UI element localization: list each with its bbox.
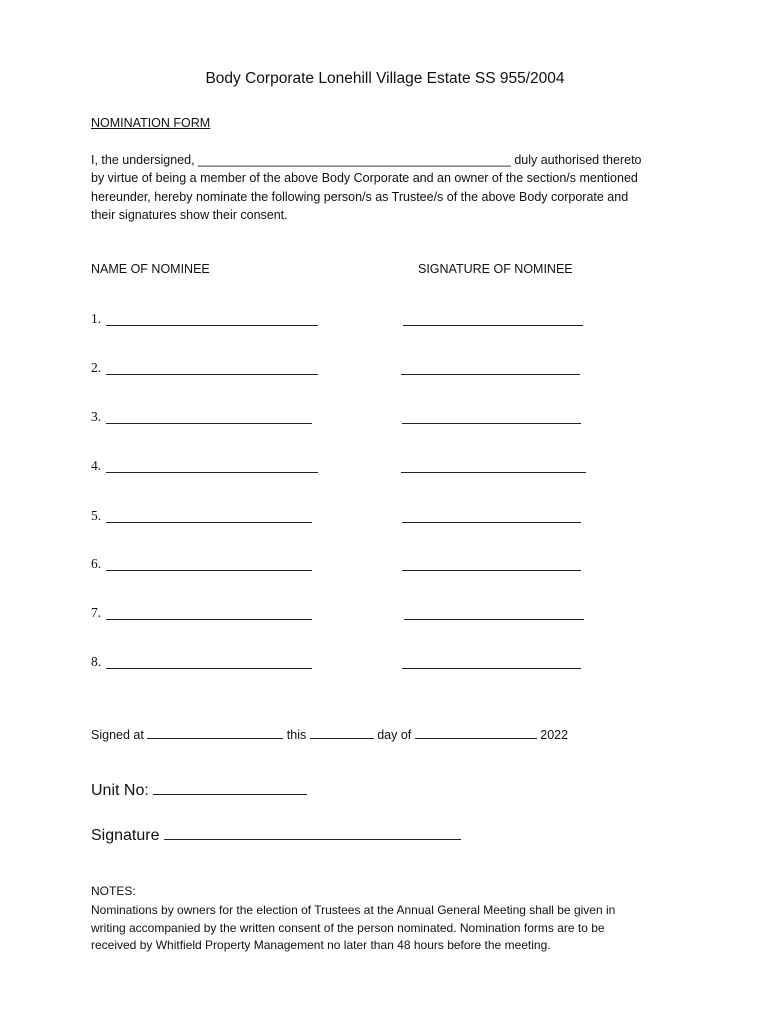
this-label: this bbox=[286, 728, 307, 742]
nominee-signature-field[interactable] bbox=[404, 619, 584, 620]
nominee-signature-field[interactable] bbox=[402, 522, 581, 523]
nominee-signature-field[interactable] bbox=[402, 570, 581, 571]
nominee-name-field[interactable] bbox=[106, 522, 312, 523]
nominee-number: 8. bbox=[91, 654, 102, 669]
name-column-header: NAME OF NOMINEE bbox=[91, 262, 210, 276]
nominee-signature-field[interactable] bbox=[402, 668, 581, 669]
signed-at-label: Signed at bbox=[91, 728, 144, 742]
nominee-number: 6. bbox=[91, 556, 102, 571]
intro-line: their signatures show their consent. bbox=[91, 207, 288, 222]
unit-no-field[interactable] bbox=[153, 781, 307, 795]
nominee-signature-field[interactable] bbox=[402, 423, 581, 424]
nominee-name-field[interactable] bbox=[106, 570, 312, 571]
signature-field[interactable] bbox=[164, 826, 461, 840]
day-of-label: day of bbox=[377, 728, 412, 742]
signature-label: Signature bbox=[91, 827, 160, 844]
notes-line: Nominations by owners for the election of Trustees at the Annual General Meeting shall be given in bbox=[91, 903, 616, 917]
notes-line: received by Whitfield Property Management no later than 48 hours before the meeting. bbox=[91, 938, 551, 952]
unit-no-label: Unit No: bbox=[91, 782, 149, 799]
nominee-name-field[interactable] bbox=[106, 472, 318, 473]
notes-line: writing accompanied by the written consent of the person nominated. Nomination forms are to be bbox=[91, 920, 605, 935]
nominee-name-field[interactable] bbox=[106, 374, 318, 375]
intro-line: hereunder, hereby nominate the following person/s as Trustee/s of the above Body corporate and bbox=[91, 189, 629, 204]
nominee-name-field[interactable] bbox=[106, 423, 312, 424]
nominee-signature-field[interactable] bbox=[403, 325, 583, 326]
signature-column-header: SIGNATURE OF NOMINEE bbox=[418, 262, 573, 276]
nominee-number: 2. bbox=[91, 360, 102, 375]
nominee-number: 7. bbox=[91, 605, 102, 620]
nominee-name-field[interactable] bbox=[106, 325, 318, 326]
signed-at-field[interactable] bbox=[147, 727, 283, 739]
nominee-number: 3. bbox=[91, 409, 102, 424]
intro-line: I, the undersigned, _____________________________________________ duly authorised thereto bbox=[91, 153, 642, 167]
notes-text bbox=[91, 902, 615, 955]
intro-paragraph bbox=[91, 151, 691, 224]
document-title: Body Corporate Lonehill Village Estate SS 955/2004 bbox=[205, 70, 565, 87]
nominee-number: 1. bbox=[91, 311, 102, 326]
nominee-name-field[interactable] bbox=[106, 619, 312, 620]
day-field[interactable] bbox=[310, 727, 374, 739]
nominee-signature-field[interactable] bbox=[401, 374, 580, 375]
nominee-number: 4. bbox=[91, 458, 102, 473]
nominee-signature-field[interactable] bbox=[401, 472, 586, 473]
signed-at-row bbox=[91, 727, 568, 742]
form-heading: NOMINATION FORM bbox=[91, 116, 211, 130]
nominee-name-field[interactable] bbox=[106, 668, 312, 669]
intro-line: by virtue of being a member of the above Body Corporate and an owner of the section/s mentioned bbox=[91, 171, 638, 186]
unit-no-row bbox=[91, 781, 307, 800]
signature-row bbox=[91, 826, 461, 845]
year-value: 2022 bbox=[540, 728, 569, 742]
month-field[interactable] bbox=[415, 727, 537, 739]
notes-label: NOTES: bbox=[91, 884, 136, 898]
nominee-number: 5. bbox=[91, 508, 102, 523]
